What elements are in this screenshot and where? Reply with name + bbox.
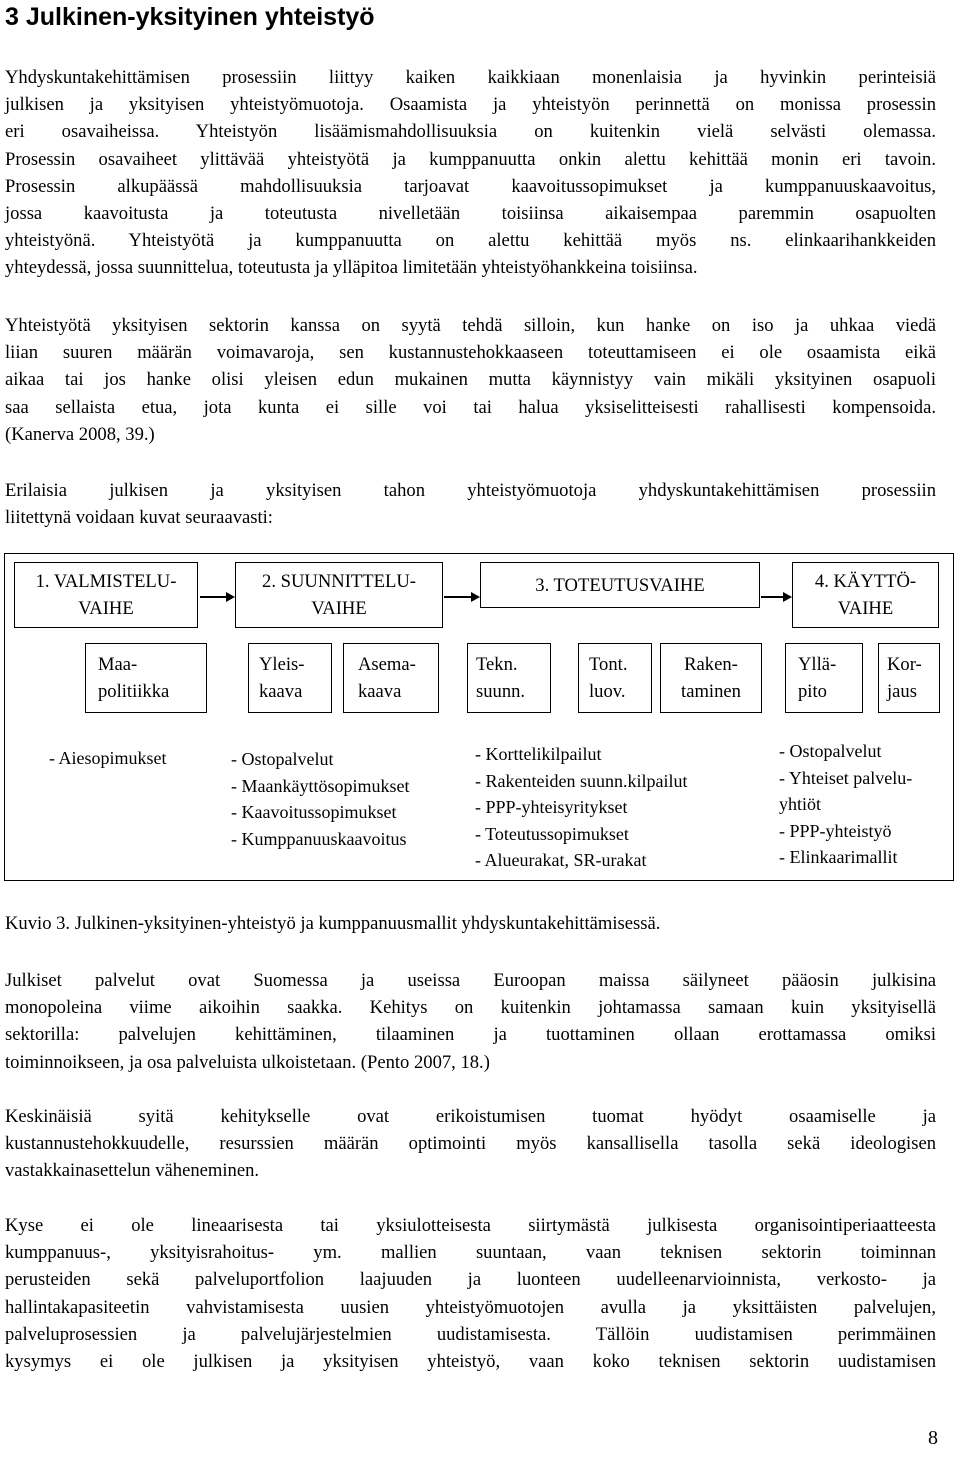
list-planning-models: - Ostopalvelut - Maankäyttösopimukset - Kaavoitussopimukset - Kumppanuuskaavoitus (231, 749, 410, 849)
arrow-right-icon (444, 590, 481, 604)
text-line: Erilaisia julkisen ja yksityisen tahon yhteistyömuotoja yhdyskuntakehittämisen prosessiin (5, 480, 936, 501)
text-line: eri osavaiheissa. Yhteistyön lisäämismahdollisuuksia on kuitenkin vielä selvästi olemassa. (5, 121, 936, 143)
sub-box-technical-design: Tekn. suunn. (467, 643, 551, 713)
sub-box-detailed-plan: Asema- kaava (343, 643, 439, 713)
text-line: monopoleina viime aikoihin saakka. Kehitys on kuitenkin johtamassa samaan kuin yksityisellä (5, 997, 936, 1019)
arrow-right-icon (200, 590, 236, 604)
paragraph-5 (5, 1103, 936, 1185)
text-line: Yhdyskuntakehittämisen prosessiin liittyy kaiken kaikkiaan monenlaisia ja hyvinkin perinteisiä (5, 67, 936, 88)
paragraph-6 (5, 1212, 936, 1375)
list-preparation-models: - Aiesopimukset (49, 748, 167, 768)
text-line: (Kanerva 2008, 39.) (5, 423, 155, 445)
text-line: aikaa tai jos hanke olisi yleisen edun mukainen mutta käynnistyy vain mikäli yksityinen osapuoli (5, 369, 936, 391)
text-line: perusteiden sekä palveluportfolion laajuuden ja luonteen uudelleenarvioinnista, verkosto- ja (5, 1269, 936, 1291)
text-line: kysymys ei ole julkisen ja yksityisen yhteistyö, vaan koko teknisen sektorin uudistamisen (5, 1351, 936, 1373)
arrow-right-icon (761, 590, 793, 604)
text-line: hallintakapasiteetin vahvistamisesta uusien yhteistyömuotojen avulla ja yksittäisten palvelujen, (5, 1296, 936, 1318)
sub-box-plot-transfer: Tont. luov. (578, 643, 652, 713)
paragraph-3 (5, 477, 936, 531)
sub-box-master-plan: Yleis- kaava (248, 643, 332, 713)
page-number: 8 (928, 1427, 938, 1449)
sub-box-construction: Raken- taminen (660, 643, 762, 713)
text-line: vastakkainasettelun väheneminen. (5, 1160, 260, 1182)
figure-caption: Kuvio 3. Julkinen-yksityinen-yhteistyö ja kumppanuusmallit yhdyskuntakehittämisessä. (5, 913, 661, 934)
text-line: julkisen ja yksityisen yhteistyömuotoja. Osaamista ja yhteistyön perinnettä on monissa prosessin (5, 94, 936, 116)
paragraph-4 (5, 967, 936, 1076)
text-line: Prosessin alkupäässä mahdollisuuksia tarjoavat kaavoitussopimukset ja kumppanuuskaavoitus, (5, 175, 936, 197)
phase-box-planning: 2. SUUNNITTELU- VAIHE (235, 562, 443, 628)
text-line: saa sellaista etua, jota kunta ei sille voi tai halua yksiselitteisesti rahallisesti kompensoida. (5, 396, 936, 418)
text-line: Kyse ei ole lineaarisesta tai yksiulotteisesta siirtymästä julkisesta organisointiperiaatteesta (5, 1215, 936, 1236)
text-line: Julkiset palvelut ovat Suomessa ja useissa Euroopan maissa säilyneet pääosin julkisina (5, 970, 936, 991)
list-implementation-models: - Korttelikilpailut - Rakenteiden suunn.kilpailut - PPP-yhteisyritykset - Toteutussopimukset - Alueurakat, SR-urakat (475, 744, 688, 870)
text-line: yhteistyönä. Yhteistyötä ja kumppanuutta on alettu kehittää myös ns. elinkaarihankkeiden (5, 230, 936, 252)
text-line: kumppanuus-, yksityisrahoitus- ym. mallien suuntaan, vaan teknisen sektorin toiminnan (5, 1242, 936, 1264)
list-usage-models: - Ostopalvelut - Yhteiset palvelu- yhtiöt - PPP-yhteistyö - Elinkaarimallit (779, 741, 913, 867)
sub-box-repair: Kor- jaus (878, 643, 940, 713)
paragraph-2 (5, 312, 936, 448)
phase-box-implementation: 3. TOTEUTUSVAIHE (480, 562, 760, 608)
phase-box-usage: 4. KÄYTTÖ- VAIHE (792, 562, 939, 628)
text-line: toiminnoikseen, ja osa palveluista ulkoistetaan. (Pento 2007, 18.) (5, 1051, 490, 1073)
text-line: sektorilla: palvelujen kehittäminen, tilaaminen ja tuottaminen ollaan erottamassa omiksi (5, 1024, 936, 1046)
text-line: yhteydessä, jossa suunnittelua, toteutusta ja ylläpitoa limitetään yhteistyöhankkeina toisiinsa. (5, 257, 698, 279)
text-line: Keskinäisiä syitä kehitykselle ovat erikoistumisen tuomat hyödyt osaamiselle ja (5, 1106, 936, 1127)
paragraph-1 (5, 64, 936, 282)
sub-box-maintenance: Yllä- pito (785, 643, 863, 713)
text-line: kustannustehokkuudelle, resurssien määrän optimointi myös kansallisella tasolla sekä ideologisen (5, 1133, 936, 1155)
section-heading: 3 Julkinen-yksityinen yhteistyö (5, 3, 375, 31)
text-line: palveluprosessien ja palvelujärjestelmien uudistamisesta. Tällöin uudistamisen perimmäinen (5, 1323, 936, 1345)
text-line: liitettynä voidaan kuvat seuraavasti: (5, 507, 273, 529)
sub-box-land-policy: Maa- politiikka (85, 643, 207, 713)
text-line: Yhteistyötä yksityisen sektorin kanssa on syytä tehdä silloin, kun hanke on iso ja uhkaa viedä (5, 315, 936, 336)
text-line: Prosessin osavaiheet ylittävää yhteistyötä ja kumppanuutta onkin alettu kehittää monin eri tavoin. (5, 148, 936, 170)
phase-box-preparation: 1. VALMISTELU- VAIHE (14, 562, 198, 628)
cooperation-diagram (4, 553, 954, 881)
text-line: liian suuren määrän voimavaroja, sen kustannustehokkaaseen toteuttamiseen ei ole osaamista eikä (5, 342, 936, 364)
text-line: jossa kaavoitusta ja toteutusta nivelletään toisiinsa aikaisempaa paremmin osapuolten (5, 203, 936, 225)
